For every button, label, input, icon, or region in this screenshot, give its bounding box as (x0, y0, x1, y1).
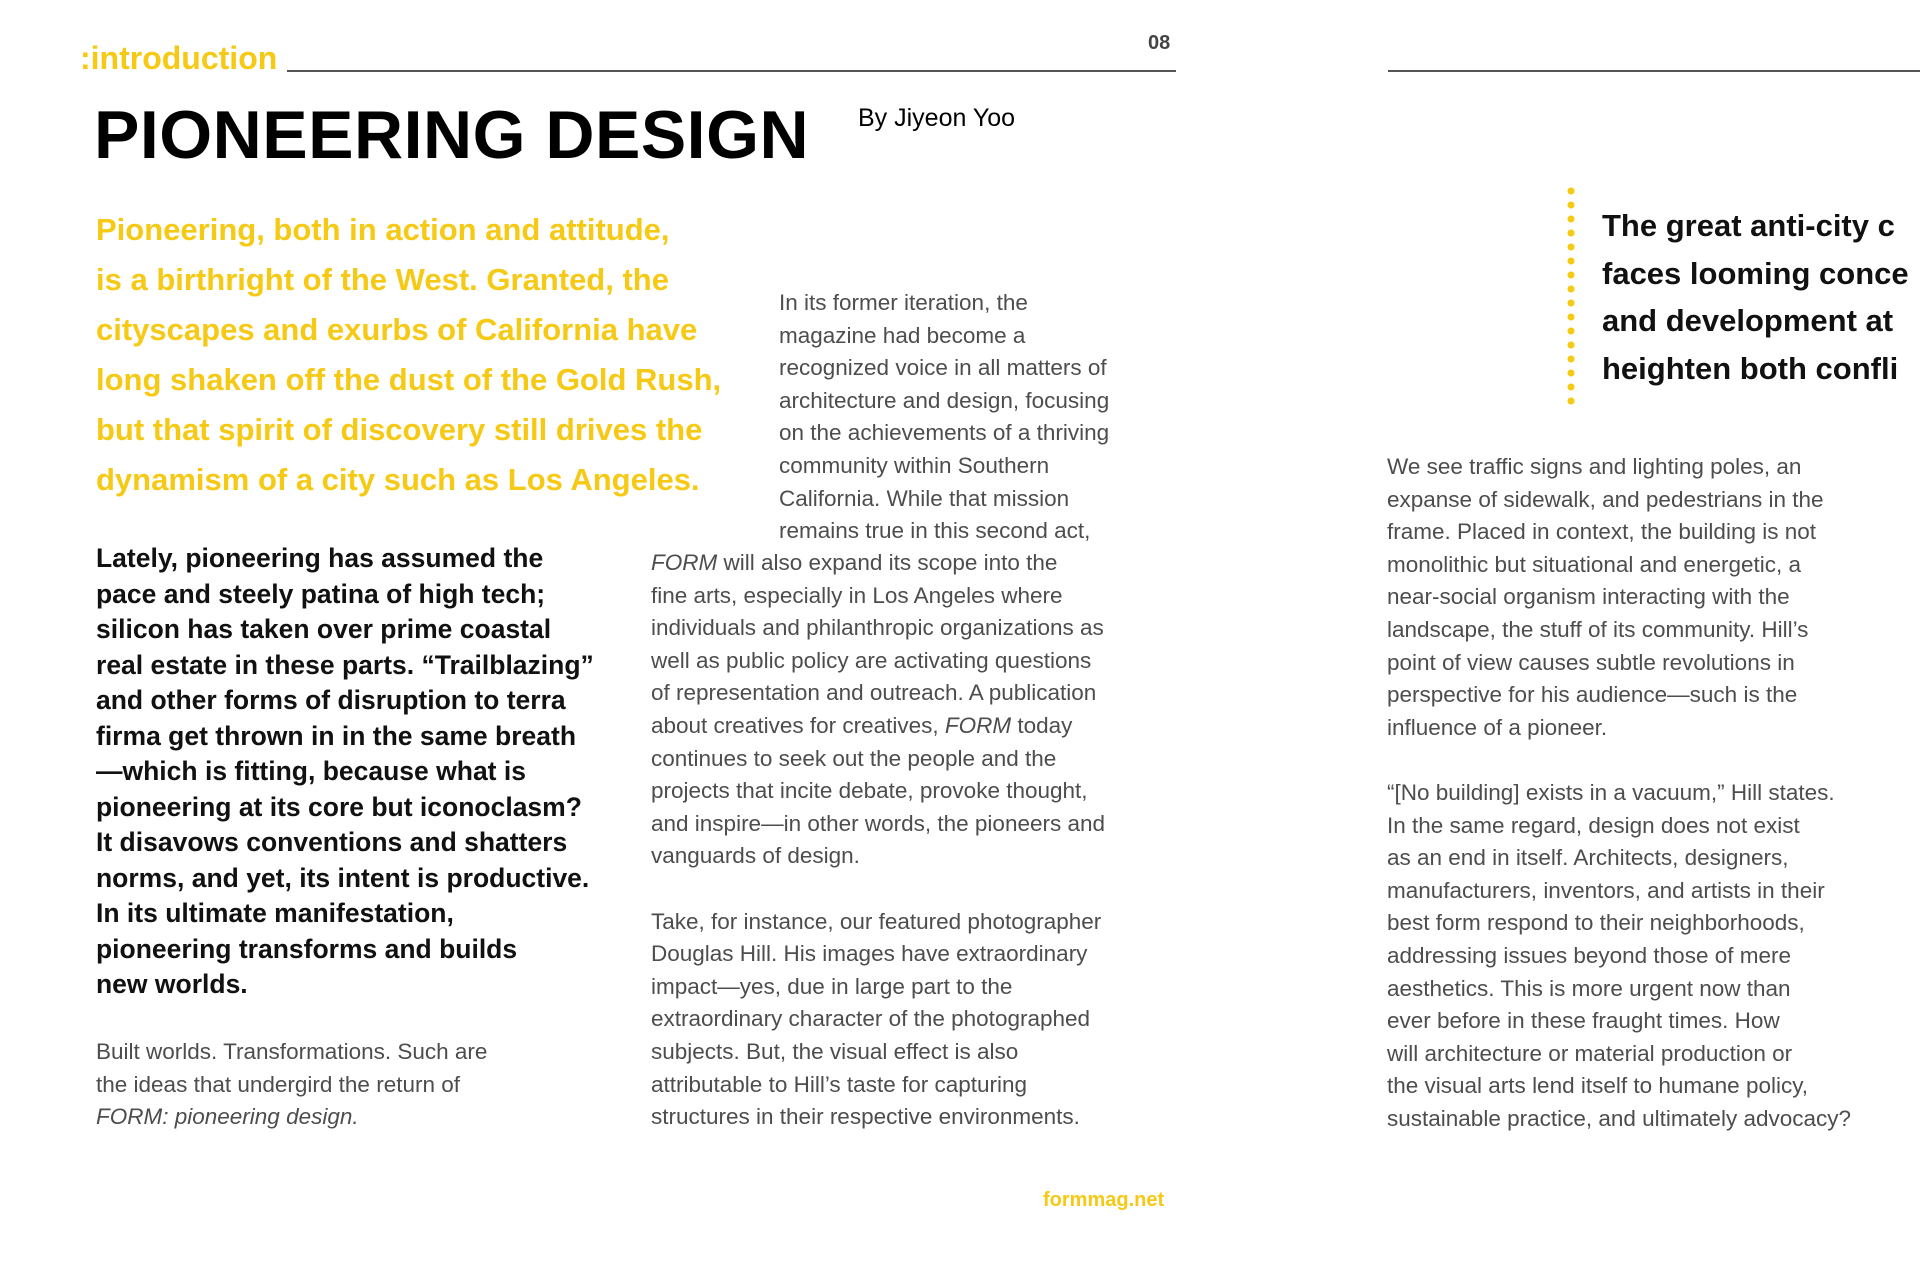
page-number: 08 (1148, 32, 1171, 54)
body-line: expanse of sidewalk, and pedestrians in the (1387, 486, 1824, 512)
body-line: community within Southern (779, 452, 1050, 478)
body-line: vanguards of design. (651, 843, 860, 869)
body-line: individuals and philanthropic organizations as (651, 615, 1104, 641)
body-line-italic (96, 1101, 487, 1134)
pullquote-dotted-rule (1567, 184, 1575, 408)
pullquote-line: heighten both confli (1602, 350, 1899, 386)
body-line (651, 710, 1105, 743)
body-line: on the achievements of a thriving (779, 420, 1110, 446)
body-line: In the same regard, design does not exist (1387, 812, 1800, 838)
closing-paragraph (96, 1036, 487, 1134)
body-column-top (779, 287, 1109, 548)
body-line: projects that incite debate, provoke thought, (651, 778, 1088, 804)
body-line: addressing issues beyond those of mere (1387, 942, 1791, 968)
body-line: monolithic but situational and energetic, a (1387, 551, 1802, 577)
body-line: California. While that mission (779, 485, 1070, 511)
article-title: PIONEERING DESIGN (94, 97, 810, 173)
body-line: continues to seek out the people and the (651, 745, 1057, 771)
lede-line: is a birthright of the West. Granted, the (96, 262, 669, 297)
body-line: We see traffic signs and lighting poles, an (1387, 454, 1802, 479)
lede-line: Pioneering, both in action and attitude, (96, 212, 670, 247)
publication-name: FORM (944, 712, 1012, 738)
body-line: perspective for his audience—such is the (1387, 682, 1798, 708)
publication-name: FORM: pioneering design. (96, 1104, 359, 1130)
right-body-paragraph-1 (1387, 451, 1824, 744)
deck-line: real estate in these parts. “Trailblazing” (96, 649, 594, 680)
body-line: extraordinary character of the photographed (651, 1006, 1091, 1032)
body-line: sustainable practice, and ultimately advocacy? (1387, 1105, 1852, 1131)
deck-line: silicon has taken over prime coastal (96, 614, 552, 644)
publication-name: FORM (651, 550, 718, 575)
body-line: Douglas Hill. His images have extraordinary (651, 941, 1088, 967)
header-rule-left (287, 70, 1176, 72)
body-line: well as public policy are activating questions (651, 647, 1092, 673)
body-line: impact—yes, due in large part to the (651, 973, 1013, 999)
deck-line: It disavows conventions and shatters (96, 827, 568, 857)
body-line: near-social organism interacting with the (1387, 584, 1790, 610)
body-line: the ideas that undergird the return of (96, 1071, 460, 1097)
body-text: will also expand its scope into the (717, 550, 1058, 575)
body-line: In its former iteration, the (779, 290, 1028, 315)
body-line: the visual arts lend itself to humane policy, (1387, 1073, 1809, 1099)
deck-paragraph (96, 541, 594, 1003)
footer-website-link[interactable]: formmag.net (1043, 1189, 1165, 1211)
body-line: Built worlds. Transformations. Such are (96, 1039, 488, 1064)
right-body-paragraph-2 (1387, 777, 1851, 1136)
body-line: best form respond to their neighborhoods, (1387, 910, 1805, 936)
lede-paragraph (96, 205, 776, 505)
body-line: of representation and outreach. A publication (651, 680, 1097, 706)
body-text: about creatives for creatives, (651, 712, 945, 738)
body-line: frame. Placed in context, the building is not (1387, 519, 1816, 545)
lede-line: long shaken off the dust of the Gold Rush, (96, 362, 722, 397)
section-label: :introduction (80, 40, 278, 76)
body-line: and inspire—in other words, the pioneers and (651, 810, 1106, 836)
pullquote-line: and development at (1602, 303, 1894, 338)
body-text: today (1011, 712, 1073, 738)
deck-line: —which is fitting, because what is (96, 756, 526, 786)
body-line: recognized voice in all matters of (779, 355, 1107, 381)
body-line: aesthetics. This is more urgent now than (1387, 975, 1791, 1001)
deck-line: pace and steely patina of high tech; (96, 578, 546, 609)
pullquote-line: faces looming conce (1602, 255, 1909, 291)
body-line: remains true in this second act, (779, 518, 1091, 544)
body-line: will architecture or material production or (1387, 1040, 1793, 1066)
body-column-middle (651, 547, 1105, 1134)
body-line: structures in their respective environments. (651, 1104, 1080, 1130)
deck-line: pioneering transforms and builds (96, 933, 518, 964)
body-line: architecture and design, focusing (779, 387, 1110, 413)
body-line: attributable to Hill’s taste for capturing (651, 1071, 1028, 1097)
deck-line: In its ultimate manifestation, (96, 898, 454, 928)
body-line: magazine had become a (779, 322, 1026, 348)
paragraph-gap (651, 873, 1105, 906)
body-line: “[No building] exists in a vacuum,” Hill states. (1387, 780, 1835, 805)
body-line (651, 547, 1105, 580)
lede-line: cityscapes and exurbs of California have (96, 312, 698, 347)
body-line: Take, for instance, our featured photographer (651, 908, 1102, 934)
body-line: influence of a pioneer. (1387, 714, 1608, 740)
deck-line: firma get thrown in in the same breath (96, 720, 577, 751)
lede-line: dynamism of a city such as Los Angeles. (96, 462, 700, 497)
body-line: as an end in itself. Architects, designers, (1387, 845, 1789, 871)
deck-line: norms, and yet, its intent is productive. (96, 862, 590, 893)
pullquote-line: The great anti-city c (1602, 208, 1895, 243)
deck-line: Lately, pioneering has assumed the (96, 543, 544, 573)
lede-line: but that spirit of discovery still drives the (96, 412, 703, 447)
body-line: fine arts, especially in Los Angeles where (651, 582, 1063, 608)
pull-quote (1602, 202, 1909, 392)
body-line: manufacturers, inventors, and artists in their (1387, 877, 1825, 903)
deck-line: and other forms of disruption to terra (96, 685, 566, 715)
body-line: ever before in these fraught times. How (1387, 1008, 1780, 1034)
deck-line: pioneering at its core but iconoclasm? (96, 791, 582, 822)
deck-line: new worlds. (96, 969, 248, 999)
body-line: point of view causes subtle revolutions in (1387, 649, 1795, 675)
body-line: subjects. But, the visual effect is also (651, 1038, 1019, 1064)
body-line: landscape, the stuff of its community. Hill’s (1387, 616, 1809, 642)
header-rule-right (1388, 70, 1920, 72)
byline: By Jiyeon Yoo (858, 104, 1016, 132)
